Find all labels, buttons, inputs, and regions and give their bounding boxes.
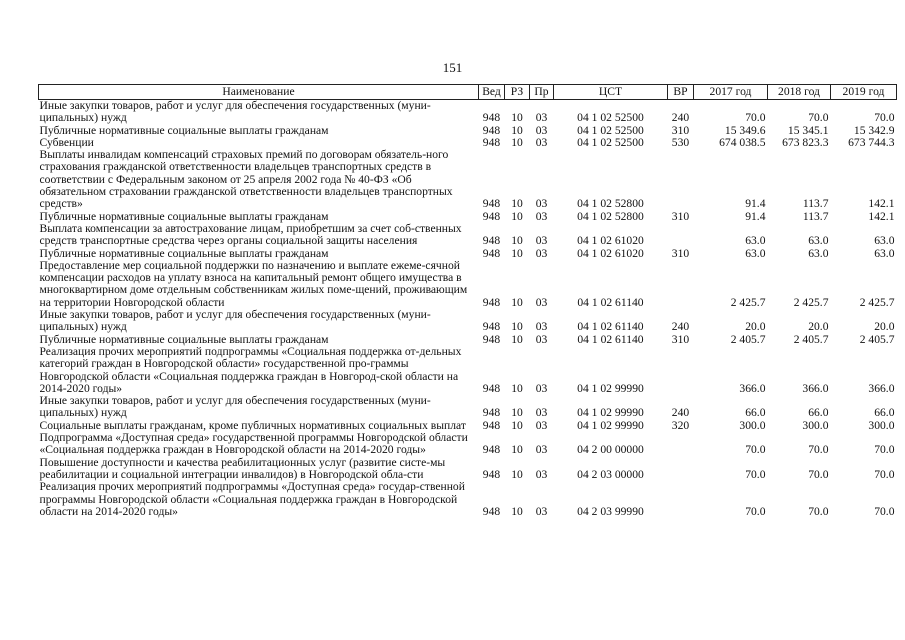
- cell-y2018: 673 823.3: [782, 135, 829, 149]
- cell-y2017: 70.0: [745, 111, 766, 125]
- cell-pr: 03: [535, 504, 548, 518]
- cell-y2017: 63.0: [745, 234, 766, 248]
- cell-pr: 03: [535, 234, 548, 248]
- cell-pr: 03: [535, 320, 548, 334]
- cell-name: Публичные нормативные социальные выплаты гражданам: [39, 332, 329, 346]
- cell-vr: [668, 432, 694, 457]
- cell-y2017: 91.4: [745, 209, 766, 223]
- cell-vr: 240: [671, 320, 690, 334]
- column-header-ved: Вед: [479, 85, 505, 100]
- cell-pr: 03: [535, 123, 548, 137]
- cell-y2017: 70.0: [745, 443, 766, 457]
- cell-vr: [668, 457, 694, 482]
- cell-cst: 04 2 03 99990: [577, 504, 644, 518]
- column-header-2019: 2019 год: [831, 85, 897, 100]
- cell-cst: 04 1 02 61020: [577, 234, 644, 248]
- cell-ved: 948: [482, 320, 501, 334]
- cell-vr: 310: [671, 332, 690, 346]
- cell-ved: 948: [482, 418, 501, 432]
- column-header-name: Наименование: [39, 85, 479, 100]
- cell-y2019: 15 342.9: [853, 123, 895, 137]
- cell-name: Выплаты инвалидам компенсаций страховых премий по договорам обязатель-ного страхования гражданской ответственности владельцев транспортных средств в соответствии с Федеральным законом от 25 апреля 2002 года № 40-ФЗ «Об обязательном страховании гражданской ответственности владельцев транспортных средств»: [39, 148, 453, 211]
- budget-table: [38, 84, 897, 518]
- cell-pr: 03: [535, 135, 548, 149]
- cell-rz: 10: [511, 467, 523, 481]
- cell-rz: 10: [511, 246, 523, 260]
- cell-vr: 310: [671, 123, 690, 137]
- cell-name: Реализация прочих мероприятий подпрограммы «Социальная поддержка от-дельных категорий граждан в Новгородской области» государственной про-граммы Новгородской области «Социальная поддержка граждан в Новгород-ской области на 2014-2020 годы»: [39, 344, 462, 395]
- cell-pr: 03: [535, 443, 548, 457]
- cell-name: Иные закупки товаров, работ и услуг для обеспечения государственных (муни-ципальных) нужд: [39, 394, 431, 420]
- cell-rz: 10: [511, 295, 523, 309]
- cell-y2018: 63.0: [808, 246, 829, 260]
- cell-pr: 03: [535, 246, 548, 260]
- table-row: [39, 248, 897, 260]
- cell-y2017: 300.0: [739, 418, 766, 432]
- cell-y2018: 366.0: [802, 381, 829, 395]
- cell-cst: 04 1 02 52500: [577, 123, 644, 137]
- cell-rz: 10: [511, 209, 523, 223]
- cell-vr: [668, 481, 694, 518]
- cell-rz: 10: [511, 443, 523, 457]
- cell-pr: 03: [535, 467, 548, 481]
- page-number: 151: [442, 60, 463, 75]
- table-row: [39, 309, 897, 334]
- cell-y2019: 2 425.7: [859, 295, 895, 309]
- table-row: [39, 260, 897, 309]
- table-header-row: [39, 85, 897, 100]
- cell-vr: 240: [671, 111, 690, 125]
- cell-ved: 948: [482, 111, 501, 125]
- cell-y2017: 63.0: [745, 246, 766, 260]
- cell-ved: 948: [482, 504, 501, 518]
- cell-name: Социальные выплаты гражданам, кроме публичных нормативных социальных выплат: [39, 418, 466, 432]
- cell-y2017: 91.4: [745, 197, 766, 211]
- cell-rz: 10: [511, 504, 523, 518]
- cell-vr: 310: [671, 246, 690, 260]
- cell-name: Подпрограмма «Доступная среда» государственной программы Новгородской области «Социальная поддержка граждан в Новгородской области на 2014-2020 годы»: [39, 431, 468, 457]
- table-row: [39, 346, 897, 395]
- cell-ved: 948: [482, 406, 501, 420]
- table-row: [39, 457, 897, 482]
- column-header-pr: Пр: [530, 85, 554, 100]
- table-body: [39, 100, 897, 519]
- cell-y2017: 2 425.7: [730, 295, 766, 309]
- cell-y2019: 20.0: [874, 320, 895, 334]
- cell-pr: 03: [535, 197, 548, 211]
- cell-ved: 948: [482, 197, 501, 211]
- cell-name: Предоставление мер социальной поддержки по назначению и выплате ежеме-сячной компенсации расходов на уплату взноса на капитальный ремонт общего имущества в многоквартирном доме отдельным собственникам жилых поме-щений, проживающим на территории Новгородской области: [39, 258, 468, 309]
- cell-name: Реализация прочих мероприятий подпрограммы «Доступная среда» государ-ственной программы Новгородской области «Социальная поддержка граждан в Новгородской области на 2014-2020 годы»: [39, 480, 465, 518]
- cell-y2018: 70.0: [808, 467, 829, 481]
- cell-rz: 10: [511, 418, 523, 432]
- column-header-vr: ВР: [668, 85, 694, 100]
- cell-name: Иные закупки товаров, работ и услуг для обеспечения государственных (муни-ципальных) нужд: [39, 308, 431, 334]
- cell-name: Повышение доступности и качества реабилитационных услуг (развитие систе-мы реабилитации и социальной интеграции инвалидов) в Новгородской обла-сти: [39, 455, 446, 481]
- cell-ved: 948: [482, 443, 501, 457]
- cell-name: Субвенции: [39, 135, 94, 149]
- cell-y2019: 2 405.7: [859, 332, 895, 346]
- cell-ved: 948: [482, 295, 501, 309]
- cell-vr: 320: [671, 418, 690, 432]
- cell-cst: 04 1 02 61140: [577, 332, 644, 346]
- cell-y2017: 70.0: [745, 504, 766, 518]
- table-row: [39, 149, 897, 210]
- cell-y2018: 300.0: [802, 418, 829, 432]
- cell-y2019: 366.0: [868, 381, 895, 395]
- cell-name: Публичные нормативные социальные выплаты гражданам: [39, 123, 329, 137]
- cell-pr: 03: [535, 406, 548, 420]
- cell-y2019: 70.0: [874, 467, 895, 481]
- cell-vr: [668, 149, 694, 210]
- cell-vr: 240: [671, 406, 690, 420]
- cell-rz: 10: [511, 381, 523, 395]
- cell-cst: 04 1 02 99990: [577, 381, 644, 395]
- cell-y2018: 70.0: [808, 443, 829, 457]
- cell-y2018: 63.0: [808, 234, 829, 248]
- cell-cst: 04 1 02 61020: [577, 246, 644, 260]
- cell-rz: 10: [511, 135, 523, 149]
- cell-rz: 10: [511, 234, 523, 248]
- table-row: [39, 481, 897, 518]
- cell-pr: 03: [535, 418, 548, 432]
- cell-vr: 530: [671, 135, 690, 149]
- cell-y2018: 2 405.7: [793, 332, 829, 346]
- cell-cst: 04 2 03 00000: [577, 467, 644, 481]
- cell-y2017: 15 349.6: [724, 123, 766, 137]
- cell-vr: [668, 260, 694, 309]
- budget-table-container: [38, 84, 895, 518]
- cell-cst: 04 2 00 00000: [577, 443, 644, 457]
- column-header-cst: ЦСТ: [554, 85, 668, 100]
- cell-name: Публичные нормативные социальные выплаты гражданам: [39, 209, 329, 223]
- table-row: [39, 223, 897, 248]
- cell-y2019: 142.1: [868, 197, 895, 211]
- cell-ved: 948: [482, 467, 501, 481]
- cell-y2019: 70.0: [874, 504, 895, 518]
- cell-ved: 948: [482, 234, 501, 248]
- cell-y2018: 113.7: [802, 209, 829, 223]
- cell-ved: 948: [482, 135, 501, 149]
- cell-ved: 948: [482, 381, 501, 395]
- cell-cst: 04 1 02 52800: [577, 197, 644, 211]
- cell-vr: 310: [671, 209, 690, 223]
- table-row: [39, 395, 897, 420]
- cell-name: Выплата компенсации за автострахование лицам, приобретшим за счет соб-ственных средств транспортные средства через органы социальной защиты населения: [39, 221, 462, 248]
- cell-y2017: 70.0: [745, 467, 766, 481]
- cell-y2017: 2 405.7: [730, 332, 766, 346]
- cell-y2019: 673 744.3: [848, 135, 895, 149]
- cell-y2019: 63.0: [874, 246, 895, 260]
- column-header-rz: РЗ: [505, 85, 530, 100]
- cell-rz: 10: [511, 406, 523, 420]
- cell-y2018: 15 345.1: [787, 123, 829, 137]
- cell-rz: 10: [511, 197, 523, 211]
- column-header-2017: 2017 год: [694, 85, 768, 100]
- cell-ved: 948: [482, 123, 501, 137]
- cell-ved: 948: [482, 246, 501, 260]
- cell-y2018: 70.0: [808, 504, 829, 518]
- cell-name: Публичные нормативные социальные выплаты гражданам: [39, 246, 329, 260]
- cell-y2018: 20.0: [808, 320, 829, 334]
- cell-pr: 03: [535, 111, 548, 125]
- cell-rz: 10: [511, 111, 523, 125]
- cell-cst: 04 1 02 52800: [577, 209, 644, 223]
- cell-vr: [668, 346, 694, 395]
- cell-y2018: 70.0: [808, 111, 829, 125]
- cell-cst: 04 1 02 99990: [577, 418, 644, 432]
- cell-ved: 948: [482, 209, 501, 223]
- cell-y2019: 70.0: [874, 111, 895, 125]
- cell-y2019: 70.0: [874, 443, 895, 457]
- cell-rz: 10: [511, 320, 523, 334]
- cell-y2017: 366.0: [739, 381, 766, 395]
- cell-y2018: 2 425.7: [793, 295, 829, 309]
- cell-cst: 04 1 02 52500: [577, 135, 644, 149]
- cell-pr: 03: [535, 381, 548, 395]
- cell-cst: 04 1 02 52500: [577, 111, 644, 125]
- cell-rz: 10: [511, 123, 523, 137]
- cell-y2019: 63.0: [874, 234, 895, 248]
- cell-cst: 04 1 02 99990: [577, 406, 644, 420]
- cell-pr: 03: [535, 295, 548, 309]
- cell-ved: 948: [482, 332, 501, 346]
- cell-cst: 04 1 02 61140: [577, 295, 644, 309]
- column-header-2018: 2018 год: [768, 85, 831, 100]
- cell-vr: [668, 223, 694, 248]
- cell-y2017: 66.0: [745, 406, 766, 420]
- cell-pr: 03: [535, 209, 548, 223]
- cell-y2018: 113.7: [802, 197, 829, 211]
- cell-cst: 04 1 02 61140: [577, 320, 644, 334]
- cell-rz: 10: [511, 332, 523, 346]
- table-row: [39, 125, 897, 137]
- table-row: [39, 432, 897, 457]
- cell-name: Иные закупки товаров, работ и услуг для обеспечения государственных (муни-ципальных) нужд: [39, 99, 431, 125]
- cell-y2017: 20.0: [745, 320, 766, 334]
- cell-y2019: 300.0: [868, 418, 895, 432]
- cell-y2017: 674 038.5: [719, 135, 766, 149]
- cell-y2018: 66.0: [808, 406, 829, 420]
- table-row: [39, 100, 897, 125]
- cell-y2019: 142.1: [868, 209, 895, 223]
- cell-y2019: 66.0: [874, 406, 895, 420]
- cell-pr: 03: [535, 332, 548, 346]
